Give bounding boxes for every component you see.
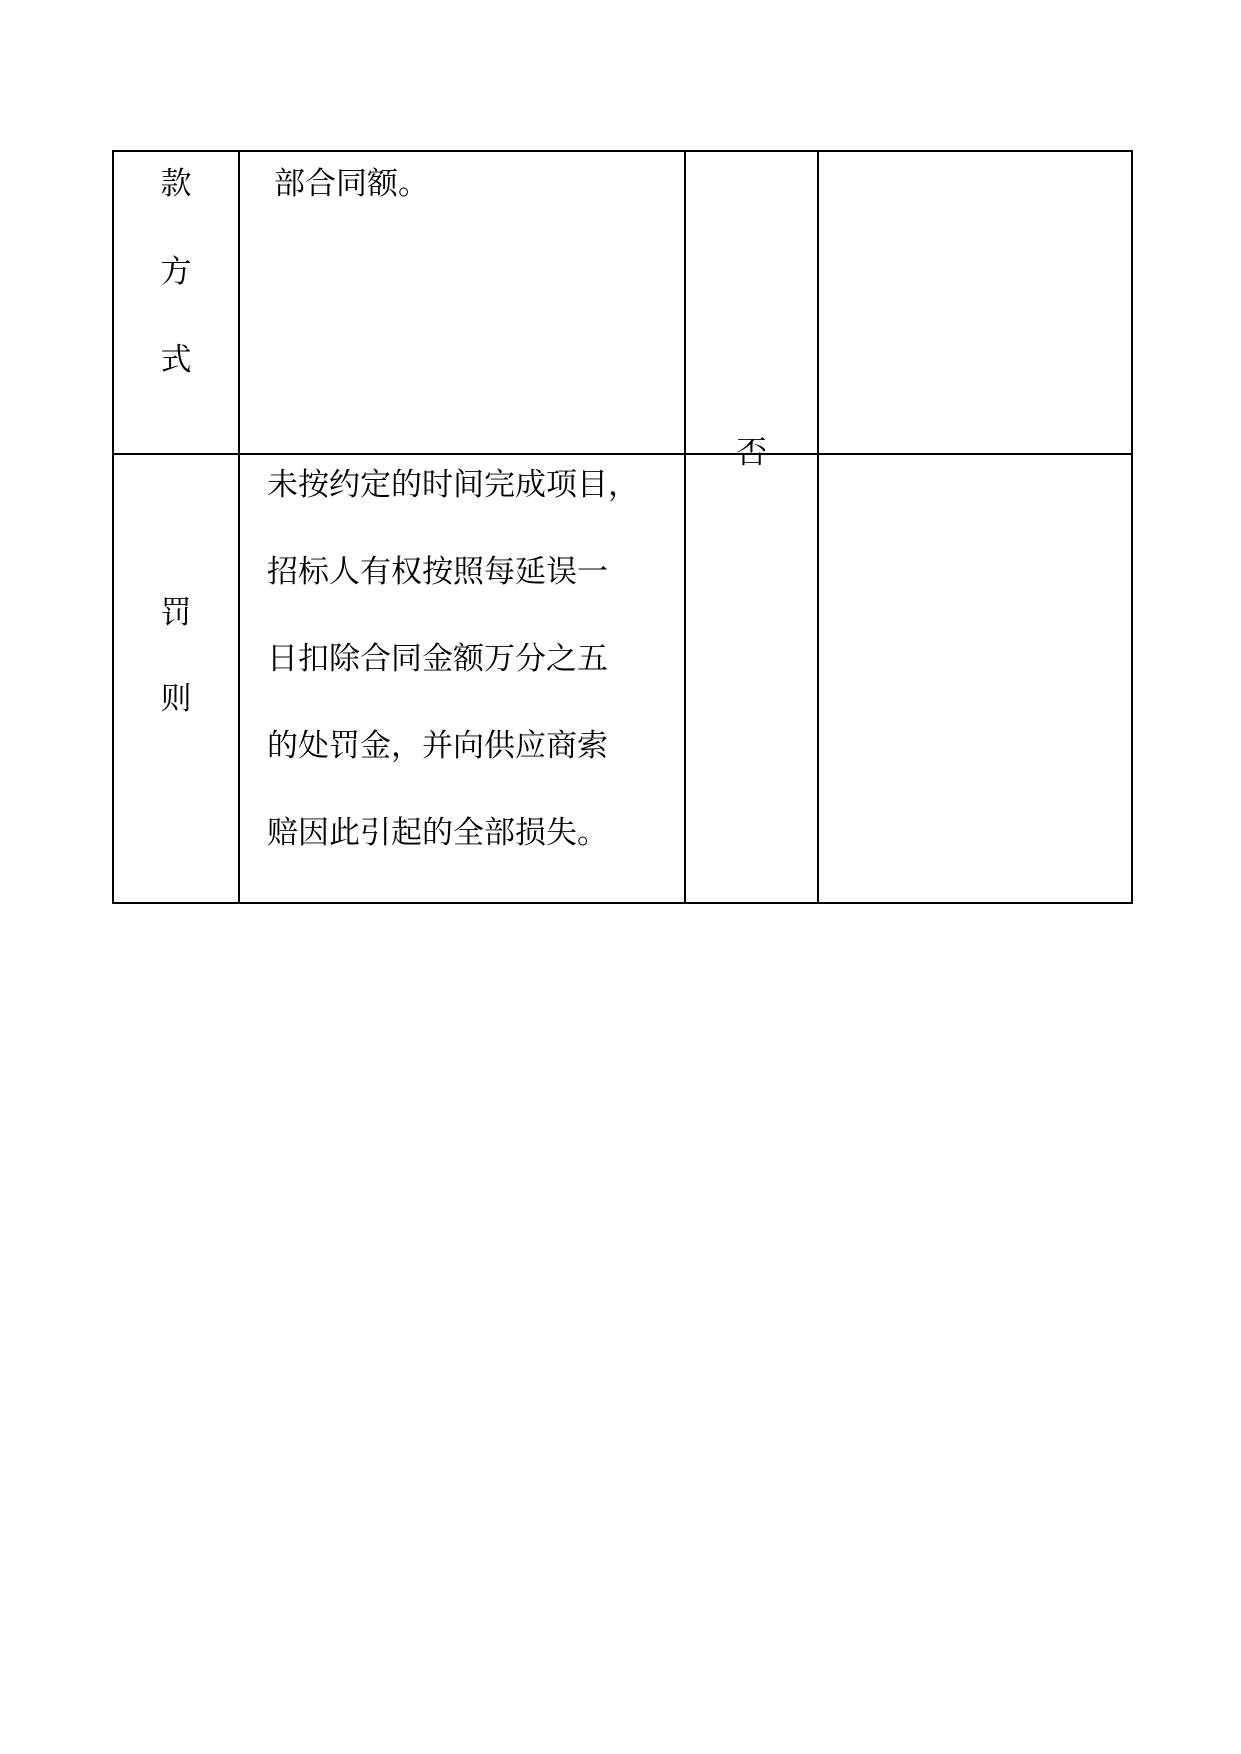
description-line: 招标人有权按照每延误一: [267, 554, 608, 590]
description-cell: [239, 151, 685, 454]
label-char: 方: [160, 254, 192, 290]
row-label-penalty: [114, 455, 238, 767]
answer-cell: [685, 435, 818, 903]
remark-cell: [818, 151, 1132, 454]
label-char: 则: [160, 681, 192, 717]
table-row: [113, 454, 1132, 903]
description-line: 的处罚金，并向供应商索: [267, 728, 608, 764]
description-text: [240, 152, 684, 253]
remark-cell: [818, 454, 1132, 903]
row-label-payment-method: [114, 152, 238, 430]
label-char: 罚: [160, 595, 192, 631]
label-char: 式: [160, 342, 192, 378]
label-char: 款: [160, 166, 192, 202]
description-line: 日扣除合同金额万分之五: [267, 641, 608, 677]
answer-value: 否: [736, 435, 767, 471]
answer-cell: [685, 151, 818, 454]
label-cell: [113, 454, 239, 903]
table-row: [113, 151, 1132, 454]
description-text: [240, 455, 684, 902]
label-cell: [113, 151, 239, 454]
description-line: 赔因此引起的全部损失。: [267, 815, 608, 851]
description-cell: [239, 454, 685, 903]
contract-terms-table: [112, 150, 1133, 904]
description-line: 部合同额。: [274, 166, 429, 202]
description-line: 未按约定的时间完成项目，: [267, 467, 639, 503]
